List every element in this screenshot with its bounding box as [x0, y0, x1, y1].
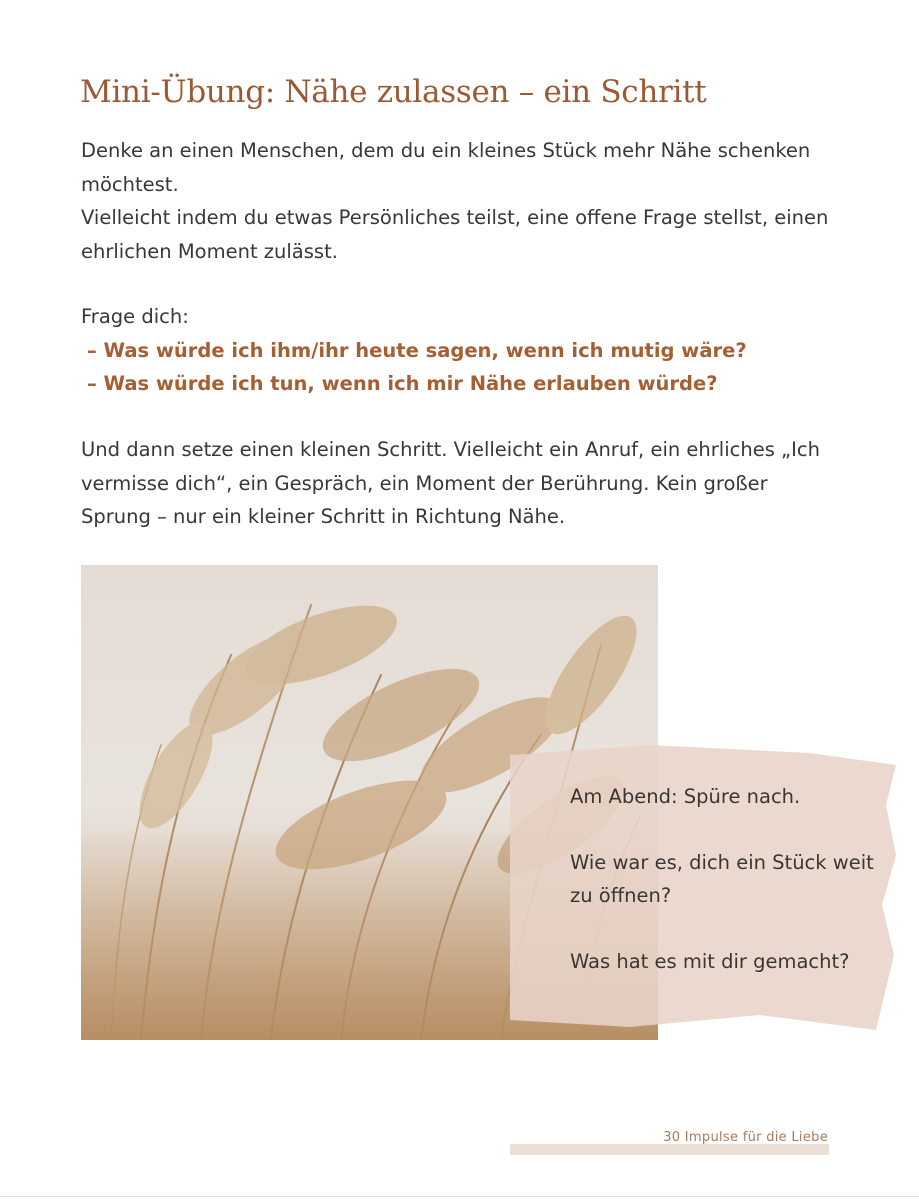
footer-bar — [510, 1144, 829, 1155]
question-1: – Was würde ich ihm/ihr heute sagen, wenn ich mutig wäre? — [87, 338, 747, 362]
page-bottom-divider — [0, 1196, 919, 1197]
footer-text: 30 Impulse für die Liebe — [663, 1130, 828, 1145]
evening-note-line-1: Am Abend: Spüre nach. — [570, 785, 801, 808]
questions-lead: Frage dich: — [81, 305, 189, 328]
intro-line-2: Vielleicht indem du etwas Persönliches teilst, eine offene Frage stellst, einen ehrlichen Moment zulässt. — [81, 206, 829, 263]
evening-note-line-3: Was hat es mit dir gemacht? — [570, 950, 850, 973]
intro-line-1: Denke an einen Menschen, dem du ein kleines Stück mehr Nähe schenken möchtest. — [81, 139, 811, 196]
questions-block — [81, 300, 841, 401]
question-2: – Was würde ich tun, wenn ich mir Nähe erlauben würde? — [87, 372, 718, 395]
page-title: Mini-Übung: Nähe zulassen – ein Schritt — [80, 74, 707, 110]
step-paragraph: Und dann setze einen kleinen Schritt. Vielleicht ein Anruf, ein ehrliches „Ich vermisse dich“, ein Gespräch, ein Moment der Berührung. Kein großer Sprung – nur ein kleiner Schritt in Richtung Nähe. — [81, 438, 820, 528]
evening-note — [570, 780, 890, 978]
intro-paragraph — [81, 134, 841, 268]
evening-note-line-2: Wie war es, dich ein Stück weit zu öffnen? — [570, 851, 874, 907]
